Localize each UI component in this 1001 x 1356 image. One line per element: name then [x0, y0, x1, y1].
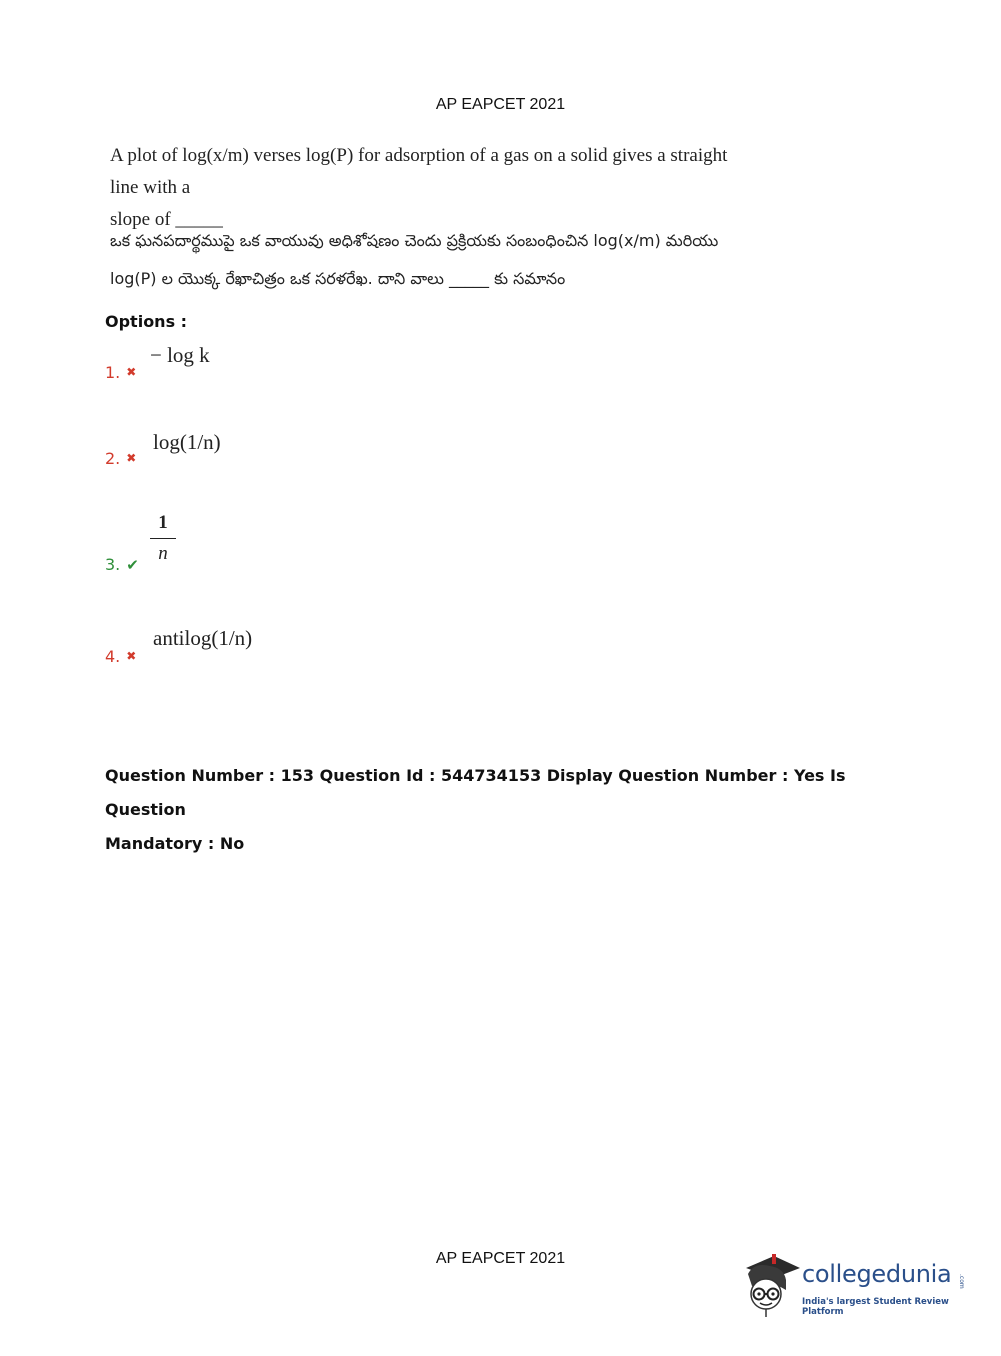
option-1-label: 1. [105, 363, 121, 382]
options-heading: Options : [105, 312, 188, 331]
option-3-label: 3. [105, 555, 121, 574]
page-footer: AP EAPCET 2021 [435, 1250, 566, 1267]
fraction-numerator: 1 [150, 512, 176, 539]
question-telugu-line-2: log(P) ల యొక్క రేఖాచిత్రం ఒక సరళరేఖ. దాని వాలు _____ కు సమానం [110, 269, 566, 288]
logo-wordmark: collegedunia [802, 1260, 952, 1288]
collegedunia-logo [740, 1250, 970, 1320]
logo-tagline: India's largest Student Review Platform [802, 1297, 949, 1317]
correct-check-icon: ✔ [126, 556, 139, 574]
wrong-cross-icon: ✖ [126, 451, 137, 465]
mascot-icon [740, 1250, 800, 1320]
option-2-label: 2. [105, 449, 121, 468]
question-english-line-1: A plot of log(x/m) verses log(P) for adsorption of a gas on a solid gives a straight line with a [110, 145, 728, 198]
option-4-label: 4. [105, 647, 121, 666]
page-header: AP EAPCET 2021 [435, 96, 566, 113]
metadata-line-2: Mandatory : No [105, 834, 245, 853]
wrong-cross-icon: ✖ [126, 649, 137, 663]
option-2-value: log(1/n) [153, 430, 221, 454]
logo-suffix: .com [958, 1274, 965, 1289]
wrong-cross-icon: ✖ [126, 365, 137, 379]
option-3-fraction [150, 512, 176, 565]
question-english-line-2: slope of _____ [110, 209, 223, 230]
question-metadata [105, 759, 905, 861]
option-1-number [105, 363, 136, 382]
question-telugu-line-1: ఒక ఘనపదార్థముపై ఒక వాయువు అధిశోషణం చెందు ప్రక్రియకు సంబంధించిన log(x/m) మరియు [110, 231, 719, 250]
metadata-line-1: Question Number : 153 Question Id : 544734153 Display Question Number : Yes Is Question [105, 766, 846, 819]
fraction-denominator: n [158, 543, 168, 564]
option-1-value: − log k [150, 343, 210, 367]
question-text-telugu [110, 222, 750, 298]
option-2-number [105, 449, 136, 468]
option-4-number [105, 647, 136, 666]
option-4-value: antilog(1/n) [153, 626, 253, 650]
option-3-number [105, 555, 139, 574]
